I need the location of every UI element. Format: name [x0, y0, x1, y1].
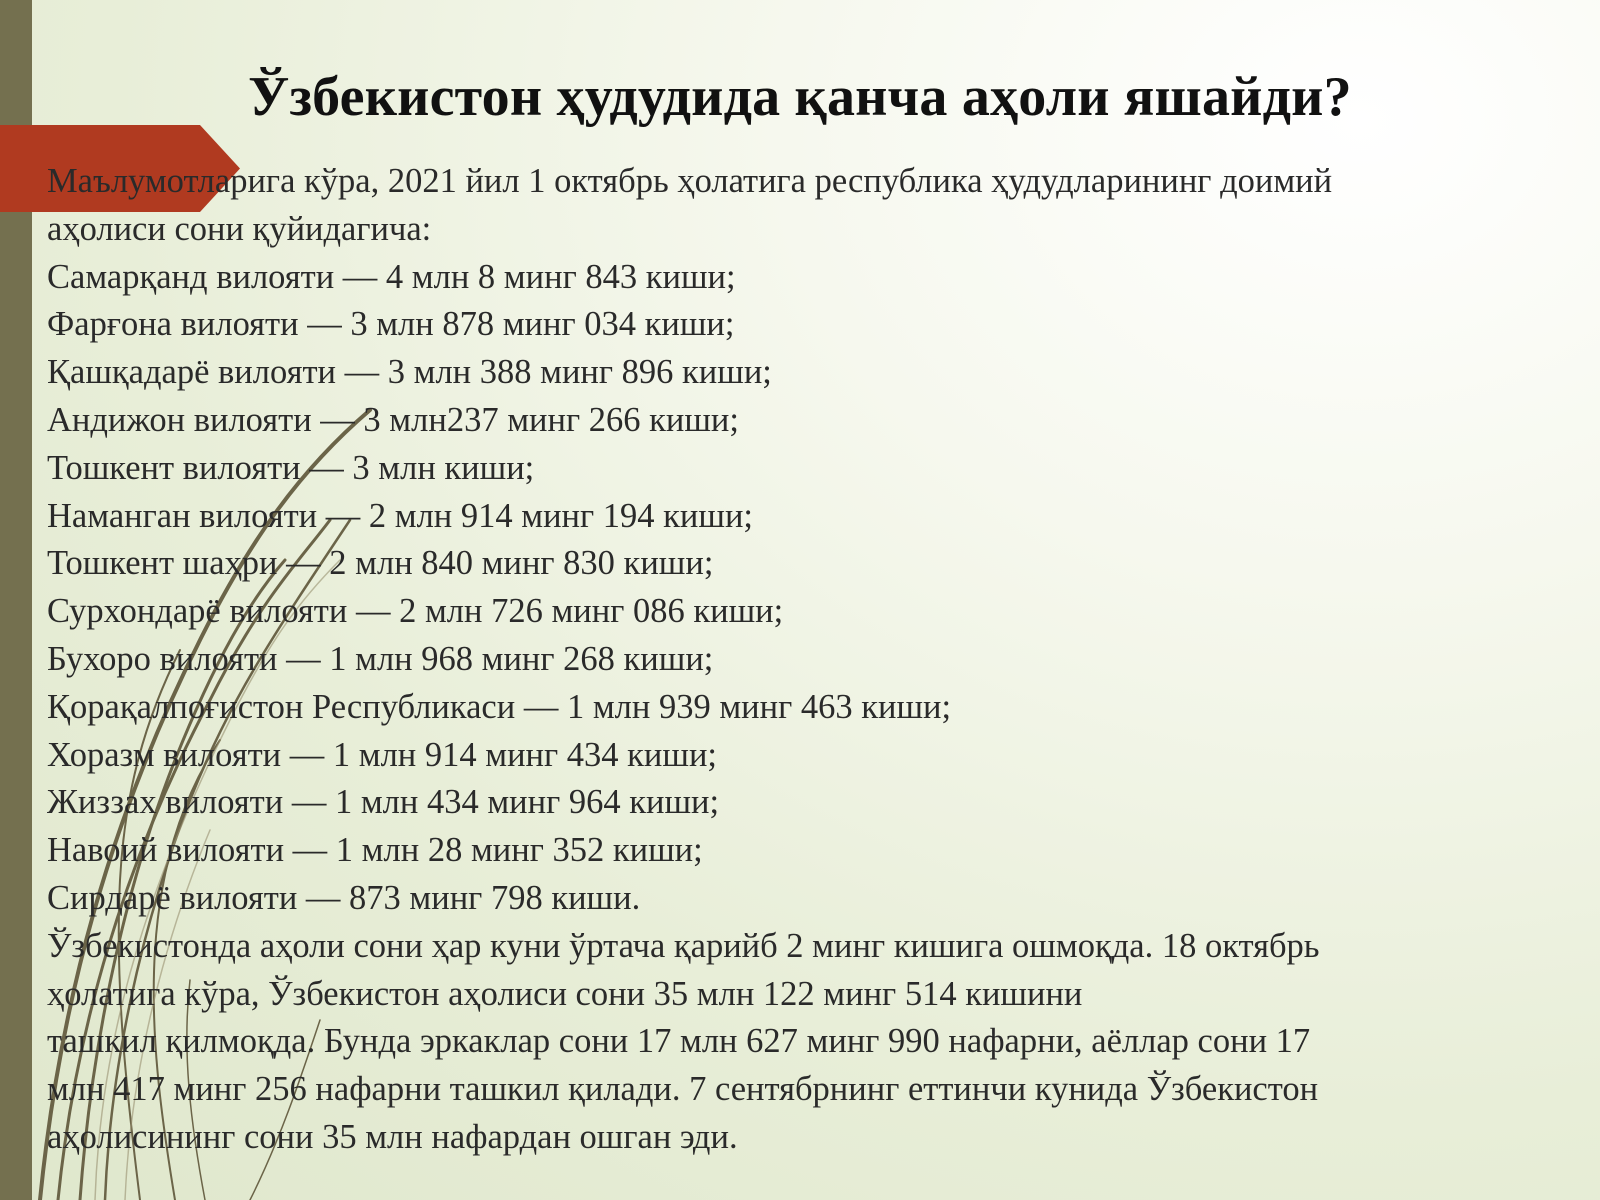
region-item: Қорақалпоғистон Республикаси — 1 млн 939 минг 463 киши; — [47, 687, 952, 726]
region-item: Тошкент шаҳри — 2 млн 840 минг 830 киши; — [47, 544, 714, 583]
region-item: Самарқанд вилояти — 4 млн 8 минг 843 киши; — [47, 257, 736, 296]
region-item: Сирдарё вилояти — 873 минг 798 киши. — [47, 878, 641, 917]
region-item: Бухоро вилояти — 1 млн 968 минг 268 киши; — [47, 639, 714, 678]
region-item: Хоразм вилояти — 1 млн 914 минг 434 киши; — [47, 735, 718, 774]
closing-line: Ўзбекистонда аҳоли сони ҳар куни ўртача қарийб 2 минг кишига ошмоқда. 18 октябрь — [47, 926, 1320, 965]
region-item: Фарғона вилояти — 3 млн 878 минг 034 киши; — [47, 305, 735, 344]
slide-body — [47, 158, 1567, 1162]
region-item: Жиззах вилояти — 1 млн 434 минг 964 киши; — [47, 783, 720, 822]
region-item: Қашқадарё вилояти — 3 млн 388 минг 896 киши; — [47, 353, 772, 392]
region-item: Андижон вилояти — 3 млн237 минг 266 киши; — [47, 400, 739, 439]
region-item: Сурхондарё вилояти — 2 млн 726 минг 086 киши; — [47, 592, 784, 631]
region-item: Наманган вилояти — 2 млн 914 минг 194 киши; — [47, 496, 754, 535]
closing-line: ҳолатига кўра, Ўзбекистон аҳолиси сони 35 млн 122 минг 514 кишини — [47, 974, 1083, 1013]
closing-line: ташкил қилмоқда. Бунда эркаклар сони 17 млн 627 минг 990 нафарни, аёллар сони 17 — [47, 1022, 1311, 1061]
intro-line: аҳолиси сони қуйидагича: — [47, 209, 432, 248]
slide-title: Ўзбекистон ҳудудида қанча аҳоли яшайди? — [248, 66, 1352, 128]
region-item: Навоий вилояти — 1 млн 28 минг 352 киши; — [47, 831, 703, 870]
region-item: Тошкент вилояти — 3 млн киши; — [47, 448, 535, 487]
closing-line: аҳолисининг сони 35 млн нафардан ошган эди. — [47, 1117, 738, 1156]
closing-line: млн 417 минг 256 нафарни ташкил қилади. 7 сентябрнинг еттинчи кунида Ўзбекистон — [47, 1070, 1319, 1109]
intro-line: Маълумотларига кўра, 2021 йил 1 октябрь ҳолатига республика ҳудудларининг доимий — [47, 162, 1333, 200]
